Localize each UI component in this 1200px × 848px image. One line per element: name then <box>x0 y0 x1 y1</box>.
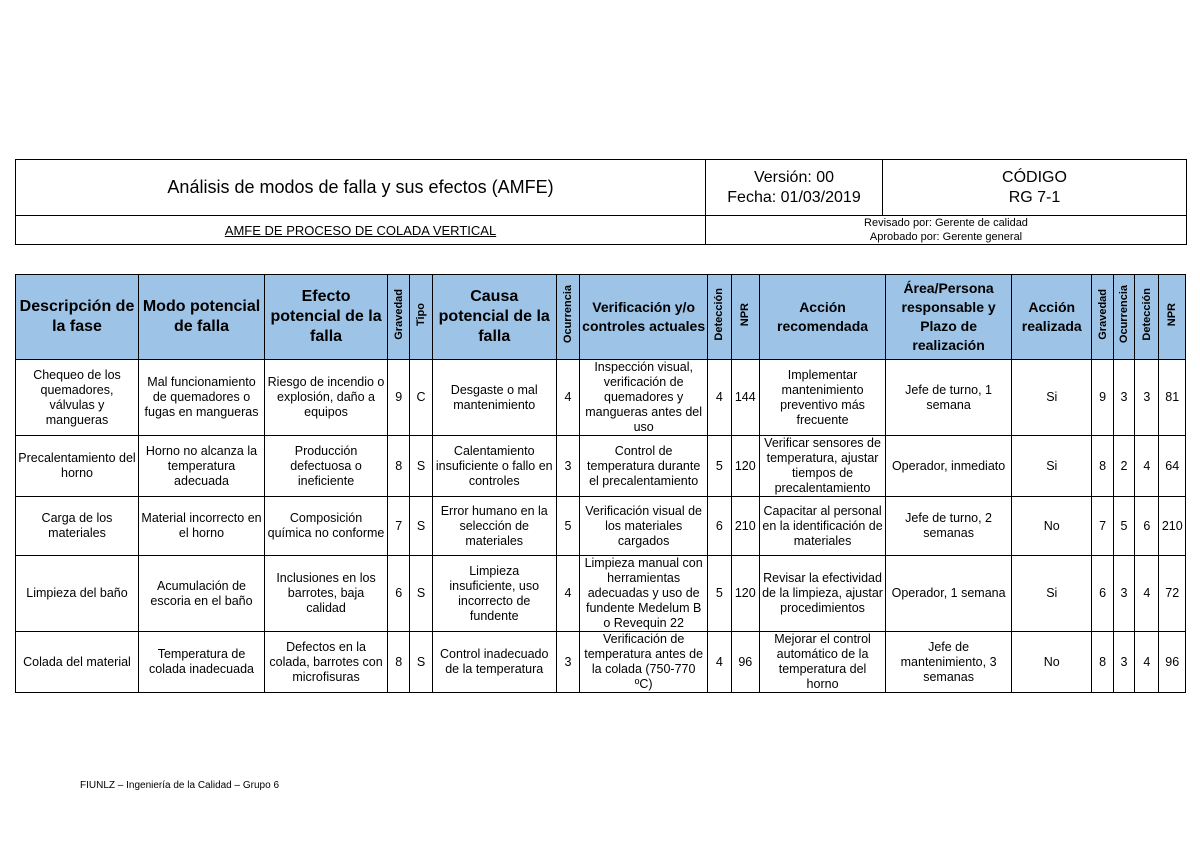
cell-ocurrencia-2: 3 <box>1113 632 1134 693</box>
cell-causa: Limpieza insuficiente, uso incorrecto de fundente <box>432 556 556 632</box>
cell-npr: 96 <box>731 632 759 693</box>
cell-accion-recomendada: Mejorar el control automático de la temperatura del horno <box>760 632 886 693</box>
cell-causa: Error humano en la selección de materiales <box>432 497 556 556</box>
cell-gravedad-2: 6 <box>1092 556 1113 632</box>
cell-ocurrencia: 4 <box>556 556 579 632</box>
table-row <box>16 556 1186 632</box>
cell-descripcion: Limpieza del baño <box>16 556 139 632</box>
cell-gravedad: 9 <box>388 360 410 436</box>
cell-accion-realizada: No <box>1012 632 1092 693</box>
approved-by: Aprobado por: Gerente general <box>869 231 1023 243</box>
cell-gravedad-2: 9 <box>1092 360 1113 436</box>
cell-verificacion: Control de temperatura durante el precalentamiento <box>580 436 708 497</box>
cell-efecto: Producción defectuosa o ineficiente <box>265 436 388 497</box>
col-header-responsable: Área/Persona responsable y Plazo de realización <box>886 275 1012 360</box>
cell-modo: Acumulación de escoria en el baño <box>138 556 264 632</box>
col-header-ocurrencia-2: Ocurrencia <box>1113 275 1134 360</box>
cell-causa: Desgaste o mal mantenimiento <box>432 360 556 436</box>
cell-deteccion-2: 4 <box>1135 632 1159 693</box>
document-subtitle: AMFE DE PROCESO DE COLADA VERTICAL <box>16 216 706 245</box>
col-header-tipo: Tipo <box>410 275 432 360</box>
cell-descripcion: Chequeo de los quemadores, válvulas y mangueras <box>16 360 139 436</box>
cell-accion-realizada: Si <box>1012 436 1092 497</box>
cell-tipo: S <box>410 436 432 497</box>
table-row <box>16 436 1186 497</box>
cell-accion-realizada: No <box>1012 497 1092 556</box>
cell-accion-recomendada: Verificar sensores de temperatura, ajustar tiempos de precalentamiento <box>760 436 886 497</box>
cell-descripcion: Colada del material <box>16 632 139 693</box>
cell-causa: Calentamiento insuficiente o fallo en controles <box>432 436 556 497</box>
cell-responsable: Jefe de turno, 2 semanas <box>886 497 1012 556</box>
cell-tipo: C <box>410 360 432 436</box>
cell-efecto: Inclusiones en los barrotes, baja calidad <box>265 556 388 632</box>
cell-npr-2: 72 <box>1159 556 1186 632</box>
cell-responsable: Operador, inmediato <box>886 436 1012 497</box>
cell-modo: Horno no alcanza la temperatura adecuada <box>138 436 264 497</box>
cell-verificacion: Limpieza manual con herramientas adecuadas y uso de fundente Medelum B o Revequin 22 <box>580 556 708 632</box>
cell-gravedad: 8 <box>388 436 410 497</box>
col-header-gravedad-2: Gravedad <box>1092 275 1113 360</box>
cell-causa: Control inadecuado de la temperatura <box>432 632 556 693</box>
col-header-causa: Causa potencial de la falla <box>432 275 556 360</box>
cell-ocurrencia: 4 <box>556 360 579 436</box>
cell-npr-2: 64 <box>1159 436 1186 497</box>
table-header-row <box>16 275 1186 360</box>
cell-verificacion: Verificación de temperatura antes de la colada (750-770 ºC) <box>580 632 708 693</box>
cell-gravedad: 8 <box>388 632 410 693</box>
cell-efecto: Defectos en la colada, barrotes con microfisuras <box>265 632 388 693</box>
col-header-accion-recomendada: Acción recomendada <box>760 275 886 360</box>
document-header <box>15 159 1187 245</box>
cell-npr: 120 <box>731 556 759 632</box>
col-header-ocurrencia: Ocurrencia <box>556 275 579 360</box>
cell-verificacion: Verificación visual de los materiales cargados <box>580 497 708 556</box>
col-header-gravedad: Gravedad <box>388 275 410 360</box>
cell-modo: Material incorrecto en el horno <box>138 497 264 556</box>
cell-ocurrencia: 3 <box>556 632 579 693</box>
cell-tipo: S <box>410 497 432 556</box>
cell-responsable: Jefe de mantenimiento, 3 semanas <box>886 632 1012 693</box>
cell-npr-2: 210 <box>1159 497 1186 556</box>
cell-gravedad-2: 8 <box>1092 632 1113 693</box>
col-header-efecto: Efecto potencial de la falla <box>265 275 388 360</box>
cell-responsable: Jefe de turno, 1 semana <box>886 360 1012 436</box>
cell-ocurrencia-2: 2 <box>1113 436 1134 497</box>
table-row <box>16 497 1186 556</box>
table-row <box>16 632 1186 693</box>
col-header-accion-realizada: Acción realizada <box>1012 275 1092 360</box>
cell-descripcion: Precalentamiento del horno <box>16 436 139 497</box>
amfe-table <box>15 274 1186 693</box>
cell-modo: Mal funcionamiento de quemadores o fugas en mangueras <box>138 360 264 436</box>
col-header-deteccion-2: Detección <box>1135 275 1159 360</box>
col-header-deteccion: Detección <box>708 275 731 360</box>
cell-npr: 144 <box>731 360 759 436</box>
cell-accion-recomendada: Capacitar al personal en la identificación de materiales <box>760 497 886 556</box>
cell-ocurrencia: 3 <box>556 436 579 497</box>
col-header-npr-2: NPR <box>1159 275 1186 360</box>
version-cell <box>706 160 883 216</box>
cell-npr-2: 81 <box>1159 360 1186 436</box>
cell-descripcion: Carga de los materiales <box>16 497 139 556</box>
table-row <box>16 360 1186 436</box>
code-label: CÓDIGO <box>1002 168 1067 186</box>
cell-deteccion: 6 <box>708 497 731 556</box>
cell-accion-recomendada: Revisar la efectividad de la limpieza, ajustar procedimientos <box>760 556 886 632</box>
cell-ocurrencia-2: 5 <box>1113 497 1134 556</box>
cell-responsable: Operador, 1 semana <box>886 556 1012 632</box>
col-header-npr: NPR <box>731 275 759 360</box>
cell-deteccion: 5 <box>708 556 731 632</box>
col-header-modo: Modo potencial de falla <box>138 275 264 360</box>
cell-deteccion-2: 4 <box>1135 436 1159 497</box>
date-label: Fecha: 01/03/2019 <box>727 188 861 206</box>
reviewed-by: Revisado por: Gerente de calidad <box>864 217 1028 229</box>
cell-npr: 120 <box>731 436 759 497</box>
code-cell <box>883 160 1187 216</box>
cell-npr-2: 96 <box>1159 632 1186 693</box>
cell-tipo: S <box>410 556 432 632</box>
col-header-descripcion: Descripción de la fase <box>16 275 139 360</box>
cell-efecto: Riesgo de incendio o explosión, daño a equipos <box>265 360 388 436</box>
cell-deteccion-2: 3 <box>1135 360 1159 436</box>
document-title: Análisis de modos de falla y sus efectos (AMFE) <box>16 160 706 216</box>
cell-accion-realizada: Si <box>1012 360 1092 436</box>
cell-ocurrencia-2: 3 <box>1113 556 1134 632</box>
cell-accion-realizada: Si <box>1012 556 1092 632</box>
col-header-verificacion: Verificación y/o controles actuales <box>580 275 708 360</box>
approval-cell <box>706 216 1187 245</box>
cell-verificacion: Inspección visual, verificación de quemadores y mangueras antes del uso <box>580 360 708 436</box>
version-label: Versión: 00 <box>753 168 835 186</box>
cell-modo: Temperatura de colada inadecuada <box>138 632 264 693</box>
cell-deteccion: 4 <box>708 360 731 436</box>
code-value: RG 7-1 <box>1008 188 1061 206</box>
cell-accion-recomendada: Implementar mantenimiento preventivo más frecuente <box>760 360 886 436</box>
cell-gravedad-2: 7 <box>1092 497 1113 556</box>
cell-gravedad: 6 <box>388 556 410 632</box>
cell-deteccion-2: 6 <box>1135 497 1159 556</box>
cell-efecto: Composición química no conforme <box>265 497 388 556</box>
cell-gravedad-2: 8 <box>1092 436 1113 497</box>
cell-deteccion-2: 4 <box>1135 556 1159 632</box>
cell-npr: 210 <box>731 497 759 556</box>
page-footer: FIUNLZ – Ingeniería de la Calidad – Grupo 6 <box>80 780 279 791</box>
cell-deteccion: 5 <box>708 436 731 497</box>
cell-ocurrencia: 5 <box>556 497 579 556</box>
cell-ocurrencia-2: 3 <box>1113 360 1134 436</box>
cell-deteccion: 4 <box>708 632 731 693</box>
cell-tipo: S <box>410 632 432 693</box>
cell-gravedad: 7 <box>388 497 410 556</box>
